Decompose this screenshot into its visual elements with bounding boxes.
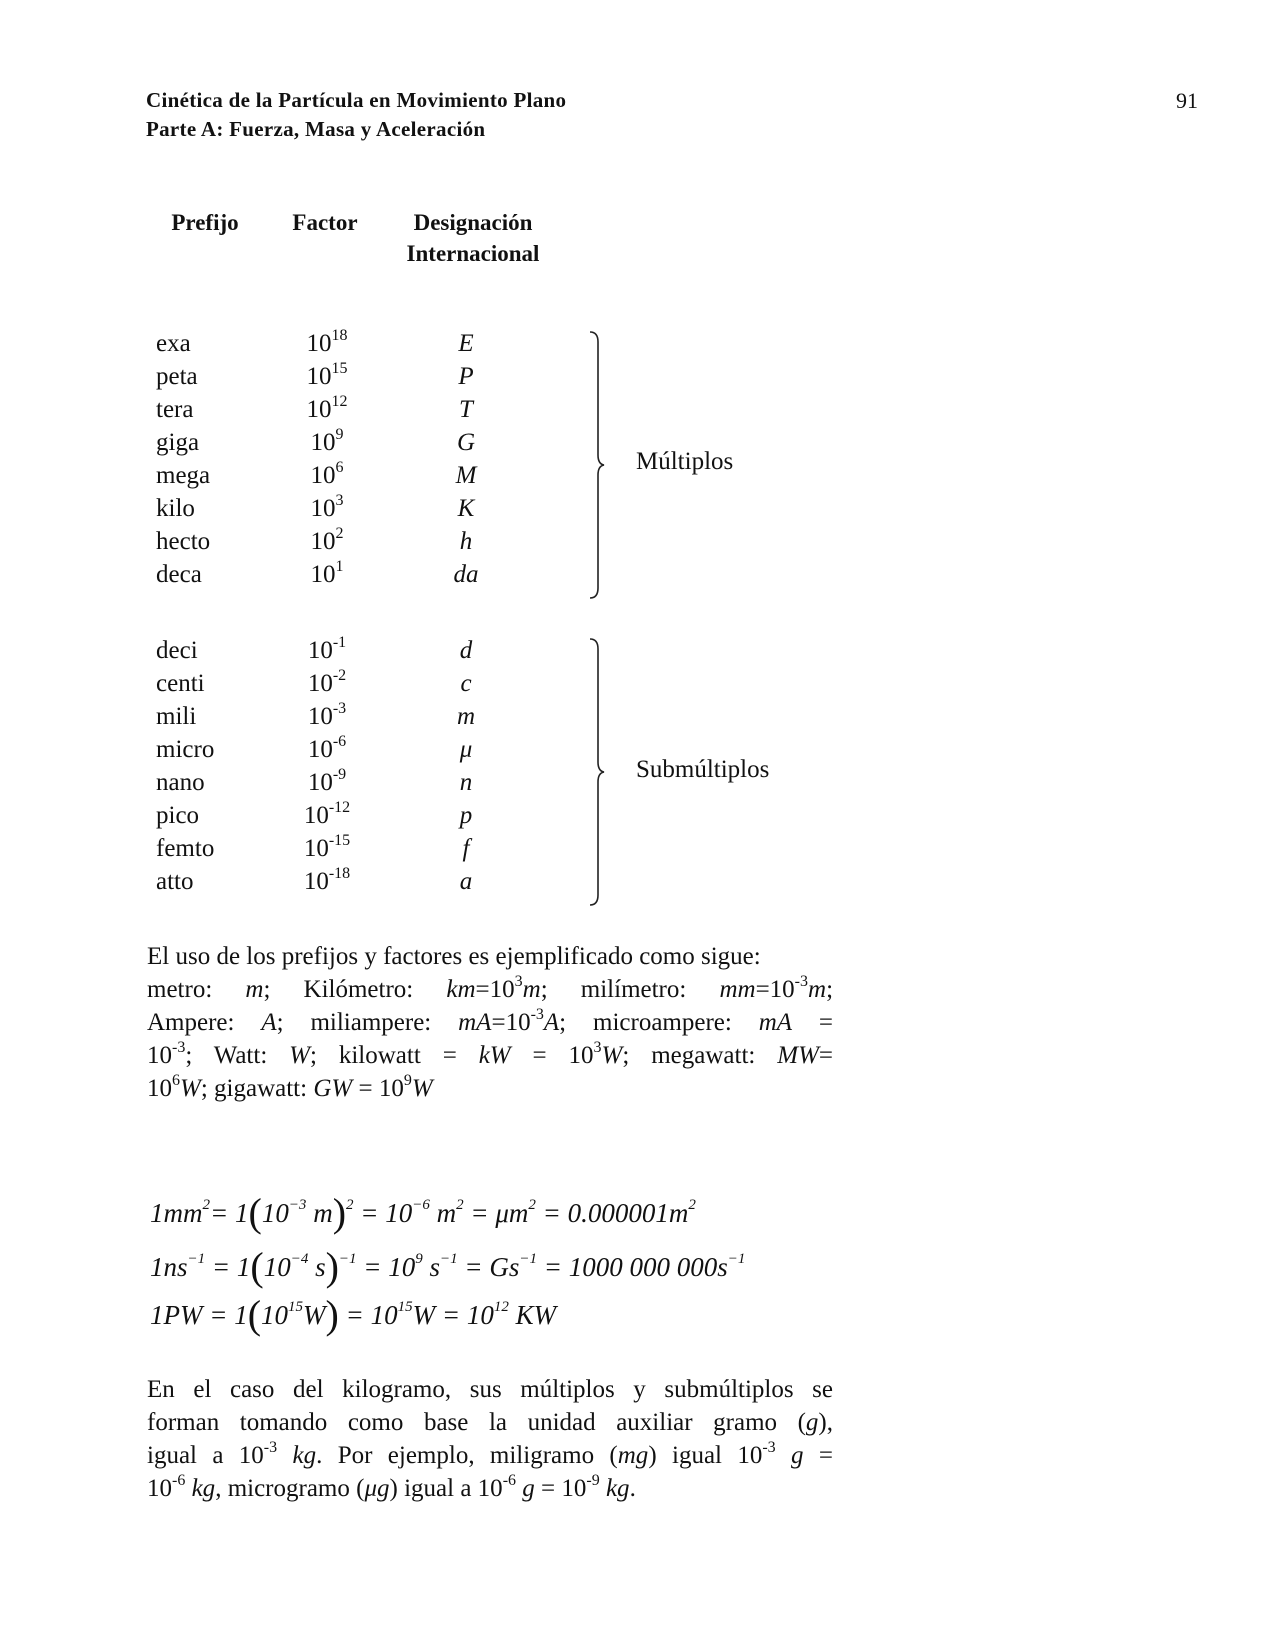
prefix-factor bbox=[296, 459, 358, 490]
text: Ampere: bbox=[147, 1009, 235, 1036]
eq-text: 10 bbox=[261, 1300, 289, 1330]
symbol: kg bbox=[191, 1475, 216, 1502]
close-paren: ) bbox=[325, 1292, 339, 1337]
prefix-factor bbox=[296, 525, 358, 556]
multiplos-brace bbox=[588, 330, 618, 600]
symbol: mm bbox=[719, 976, 756, 1003]
exponent: 6 bbox=[172, 1072, 180, 1089]
factor-exponent: -1 bbox=[332, 634, 347, 651]
column-header-designacion-line2: Internacional bbox=[406, 241, 540, 266]
prefix-name: pico bbox=[156, 802, 200, 829]
symbol: mA bbox=[758, 1009, 793, 1036]
prefix-factor bbox=[296, 492, 358, 523]
prefix-symbol: T bbox=[459, 396, 473, 423]
text: forman tomando como base la unidad auxiliar gramo ( bbox=[147, 1409, 806, 1436]
symbol: m bbox=[522, 976, 541, 1003]
open-paren: ( bbox=[247, 1292, 262, 1337]
symbol: W bbox=[180, 1075, 201, 1102]
text: megawatt: bbox=[651, 1042, 756, 1069]
eq-text: = 1 bbox=[205, 1252, 251, 1282]
prefix-symbol: p bbox=[459, 802, 473, 829]
text: . Por ejemplo, miligramo ( bbox=[316, 1442, 618, 1469]
exponent: -6 bbox=[172, 1472, 186, 1489]
prefix-row-deca bbox=[156, 558, 596, 594]
symbol: g bbox=[791, 1442, 804, 1469]
symbol: GW bbox=[313, 1075, 353, 1102]
prefix-factor bbox=[296, 799, 358, 830]
prefix-name: deci bbox=[156, 637, 198, 664]
running-header-subtitle: Parte A: Fuerza, Masa y Aceleración bbox=[146, 117, 486, 141]
factor-exponent: -6 bbox=[332, 733, 347, 750]
text: 10 bbox=[378, 1075, 404, 1102]
eq-text: = 10 bbox=[353, 1198, 413, 1228]
prefix-factor bbox=[296, 766, 358, 797]
factor-base: 10 bbox=[306, 363, 332, 390]
symbol: mg bbox=[617, 1442, 649, 1469]
prefix-symbol: m bbox=[456, 703, 476, 730]
prefix-symbol: a bbox=[459, 868, 473, 895]
symbol: kW bbox=[478, 1042, 511, 1069]
symbol: mA bbox=[458, 1009, 492, 1036]
prefix-row-micro bbox=[156, 733, 596, 769]
eq-exp: −1 bbox=[338, 1251, 357, 1267]
prefix-name: mili bbox=[156, 703, 197, 730]
text: ) igual 10 bbox=[648, 1442, 763, 1469]
column-header-factor: Factor bbox=[292, 210, 358, 235]
examples-paragraph bbox=[147, 940, 833, 1105]
prefix-symbol: d bbox=[459, 637, 473, 664]
exponent: 9 bbox=[403, 1072, 412, 1089]
prefix-name: femto bbox=[156, 835, 215, 862]
prefix-row-giga bbox=[156, 426, 596, 462]
prefix-symbol: h bbox=[459, 528, 473, 555]
eq-exp: −1 bbox=[187, 1251, 206, 1267]
eq-exp: 9 bbox=[415, 1251, 423, 1267]
symbol: W bbox=[411, 1075, 433, 1102]
eq-text: = Gs bbox=[457, 1252, 520, 1282]
factor-exponent: -9 bbox=[332, 766, 347, 783]
prefix-row-nano bbox=[156, 766, 596, 802]
factor-base: 10 bbox=[307, 637, 333, 664]
kilogram-line-2 bbox=[147, 1406, 833, 1439]
factor-exponent: 18 bbox=[331, 327, 348, 344]
eq-exp: −3 bbox=[288, 1197, 307, 1213]
prefix-name: nano bbox=[156, 769, 205, 796]
prefix-name: hecto bbox=[156, 528, 211, 555]
multiplos-label: Múltiplos bbox=[636, 448, 734, 475]
factor-exponent: -18 bbox=[328, 865, 351, 882]
text: ) igual a 10 bbox=[389, 1475, 503, 1502]
examples-line-2: Ampere: A; miliampere: $mA=10^{-3}A$; microampere: mA = bbox=[147, 1006, 834, 1036]
symbol: g bbox=[805, 1409, 819, 1436]
submultiplos-brace bbox=[588, 637, 618, 907]
symbol: W bbox=[289, 1042, 310, 1069]
eq-text: = 10 bbox=[356, 1252, 416, 1282]
symbol: m bbox=[245, 976, 264, 1003]
prefix-factor bbox=[296, 700, 358, 731]
exponent: 3 bbox=[514, 973, 523, 990]
text: 10 bbox=[489, 976, 515, 1003]
factor-exponent: 6 bbox=[335, 459, 344, 476]
eq-text: 10 bbox=[263, 1252, 291, 1282]
prefix-factor bbox=[296, 667, 358, 698]
text: . bbox=[629, 1475, 636, 1502]
equation-3 bbox=[150, 1292, 557, 1337]
factor-base: 10 bbox=[303, 802, 329, 829]
eq-text: s bbox=[308, 1252, 326, 1282]
kilogram-paragraph bbox=[147, 1373, 833, 1505]
text: 10 bbox=[147, 1042, 172, 1069]
kilogram-line-1: En el caso del kilogramo, sus múltiplos y submúltiplos se bbox=[147, 1376, 833, 1403]
text: = 10 bbox=[534, 1475, 587, 1502]
prefix-factor bbox=[296, 558, 358, 589]
open-paren: ( bbox=[248, 1190, 262, 1235]
prefix-row-mega bbox=[156, 459, 596, 495]
eq-text: KW bbox=[508, 1300, 557, 1330]
exponent: -3 bbox=[762, 1439, 776, 1456]
kilogram-line-3 bbox=[147, 1439, 833, 1472]
factor-exponent: 3 bbox=[335, 492, 344, 509]
factor-base: 10 bbox=[303, 835, 329, 862]
text: Kilómetro: bbox=[303, 976, 414, 1003]
eq-text: W = 10 bbox=[412, 1300, 494, 1330]
text: = bbox=[803, 1442, 833, 1469]
prefix-symbol: da bbox=[453, 561, 479, 588]
text: 10 bbox=[568, 1042, 594, 1069]
eq-text: W bbox=[303, 1300, 326, 1330]
prefix-name: centi bbox=[156, 670, 205, 697]
prefix-name: kilo bbox=[156, 495, 195, 522]
prefix-symbol: n bbox=[459, 769, 473, 796]
prefix-name: peta bbox=[156, 363, 198, 390]
prefix-row-peta bbox=[156, 360, 596, 396]
eq-text: s bbox=[422, 1252, 441, 1282]
eq-text: = 10 bbox=[338, 1300, 398, 1330]
symbol: g bbox=[522, 1475, 535, 1502]
eq-exp: −6 bbox=[412, 1197, 430, 1213]
prefix-factor bbox=[296, 426, 358, 457]
text: milímetro: bbox=[580, 976, 687, 1003]
prefix-name: tera bbox=[156, 396, 194, 423]
eq-exp: 2 bbox=[456, 1197, 464, 1213]
symbol: A bbox=[543, 1009, 560, 1036]
text: ), bbox=[818, 1409, 833, 1436]
exponent: -6 bbox=[502, 1472, 517, 1489]
symbol: km bbox=[446, 976, 476, 1003]
factor-exponent: -2 bbox=[332, 667, 347, 684]
prefix-row-tera bbox=[156, 393, 596, 429]
prefix-name: mega bbox=[156, 462, 211, 489]
symbol: MW bbox=[777, 1042, 819, 1069]
prefix-symbol: P bbox=[458, 363, 474, 390]
prefix-symbol: E bbox=[458, 330, 474, 357]
prefix-row-pico bbox=[156, 799, 596, 835]
symbol: A bbox=[261, 1009, 277, 1036]
eq-exp: 2 bbox=[688, 1197, 696, 1213]
eq-exp: 2 bbox=[528, 1197, 536, 1213]
prefix-factor bbox=[296, 733, 358, 764]
equation-1 bbox=[150, 1190, 696, 1235]
eq-exp: −4 bbox=[290, 1251, 309, 1267]
factor-base: 10 bbox=[310, 462, 336, 489]
close-paren: ) bbox=[325, 1244, 339, 1289]
prefix-symbol: G bbox=[456, 429, 476, 456]
prefix-factor bbox=[296, 634, 358, 665]
exponent: -3 bbox=[263, 1439, 278, 1456]
factor-base: 10 bbox=[307, 769, 333, 796]
eq-text: = 1000 000 000s bbox=[537, 1252, 728, 1282]
prefix-row-femto bbox=[156, 832, 596, 868]
factor-base: 10 bbox=[310, 429, 336, 456]
symbol: m bbox=[808, 976, 827, 1003]
eq-exp: 15 bbox=[288, 1299, 304, 1315]
prefix-row-exa bbox=[156, 327, 596, 363]
factor-exponent: 9 bbox=[335, 426, 344, 443]
factor-exponent: -12 bbox=[328, 799, 351, 816]
symbol: kg bbox=[605, 1475, 630, 1502]
close-paren: ) bbox=[332, 1190, 347, 1235]
prefix-symbol: f bbox=[462, 835, 470, 862]
text: gigawatt: bbox=[214, 1075, 308, 1102]
eq-text: m bbox=[306, 1198, 333, 1228]
factor-base: 10 bbox=[307, 670, 333, 697]
symbol: μg bbox=[364, 1475, 390, 1502]
eq-exp: −1 bbox=[727, 1251, 746, 1267]
prefix-row-mili bbox=[156, 700, 596, 736]
text: , microgramo ( bbox=[215, 1475, 365, 1502]
text: 10 bbox=[505, 1009, 531, 1036]
eq-text: 1PW = 1 bbox=[150, 1300, 248, 1330]
eq-text: 1mm bbox=[150, 1198, 203, 1228]
eq-text: = 1 bbox=[210, 1198, 249, 1228]
eq-text: = μm bbox=[463, 1198, 529, 1228]
eq-text: = 0.000001m bbox=[535, 1198, 689, 1228]
eq-exp: 12 bbox=[493, 1299, 509, 1315]
column-header-designacion bbox=[388, 207, 558, 269]
text: Watt: bbox=[213, 1042, 268, 1069]
text: kilowatt bbox=[338, 1042, 421, 1069]
prefix-factor bbox=[296, 360, 358, 391]
factor-base: 10 bbox=[307, 703, 333, 730]
exponent: -9 bbox=[586, 1472, 600, 1489]
prefix-row-hecto bbox=[156, 525, 596, 561]
prefix-name: deca bbox=[156, 561, 202, 588]
factor-base: 10 bbox=[306, 330, 332, 357]
exponent: -3 bbox=[794, 973, 808, 990]
prefix-name: exa bbox=[156, 330, 191, 357]
symbol: kg bbox=[292, 1442, 317, 1469]
prefix-symbol: K bbox=[457, 495, 475, 522]
exponent: 3 bbox=[593, 1039, 602, 1056]
text: metro: bbox=[147, 976, 213, 1003]
eq-exp: −1 bbox=[519, 1251, 538, 1267]
text: miliampere: bbox=[310, 1009, 432, 1036]
examples-intro: El uso de los prefijos y factores es ejemplificado como sigue: bbox=[147, 943, 761, 970]
eq-text: 10 bbox=[261, 1198, 289, 1228]
column-header-prefijo: Prefijo bbox=[171, 210, 239, 235]
column-header-designacion-line1: Designación bbox=[413, 210, 533, 235]
text: igual a 10 bbox=[147, 1442, 264, 1469]
factor-base: 10 bbox=[306, 396, 332, 423]
examples-line-1: metro: m; Kilómetro: $km=10^3m$; milímetro: $mm=10^{-3}m$; bbox=[147, 973, 834, 1003]
prefix-row-kilo bbox=[156, 492, 596, 528]
prefix-name: micro bbox=[156, 736, 215, 763]
equation-2 bbox=[150, 1244, 746, 1289]
eq-exp: 2 bbox=[202, 1197, 210, 1213]
text: 10 bbox=[147, 1475, 172, 1502]
prefix-symbol: M bbox=[455, 462, 477, 489]
prefix-symbol: c bbox=[460, 670, 472, 697]
factor-exponent: -3 bbox=[332, 700, 347, 717]
factor-base: 10 bbox=[307, 736, 333, 763]
prefix-row-deci bbox=[156, 634, 596, 670]
factor-base: 10 bbox=[310, 495, 336, 522]
eq-exp: 15 bbox=[397, 1299, 413, 1315]
submultiplos-label: Submúltiplos bbox=[636, 756, 770, 783]
factor-base: 10 bbox=[310, 561, 336, 588]
prefix-row-atto bbox=[156, 865, 596, 901]
symbol: W bbox=[601, 1042, 623, 1069]
eq-text: 1ns bbox=[150, 1252, 188, 1282]
text: 10 bbox=[147, 1075, 172, 1102]
text: 10 bbox=[769, 976, 795, 1003]
factor-exponent: 1 bbox=[335, 558, 344, 575]
running-header-title: Cinética de la Partícula en Movimiento Plano bbox=[146, 88, 567, 112]
exponent: -3 bbox=[530, 1006, 544, 1023]
exponent: -3 bbox=[172, 1039, 186, 1056]
prefix-factor bbox=[296, 393, 358, 424]
factor-base: 10 bbox=[310, 528, 336, 555]
page-number: 91 bbox=[1176, 88, 1198, 113]
examples-line-3: $10^{-3}$; Watt: W; kilowatt = kW = $10^3W$; megawatt: MW= bbox=[147, 1039, 834, 1069]
prefix-factor bbox=[296, 832, 358, 863]
kilogram-line-4 bbox=[147, 1472, 833, 1505]
prefix-name: atto bbox=[156, 868, 194, 895]
prefix-symbol: μ bbox=[459, 736, 473, 763]
eq-exp: −1 bbox=[440, 1251, 458, 1267]
prefix-row-centi bbox=[156, 667, 596, 703]
text: microampere: bbox=[593, 1009, 732, 1036]
factor-base: 10 bbox=[303, 868, 329, 895]
factor-exponent: 12 bbox=[331, 393, 348, 410]
prefix-factor bbox=[296, 327, 358, 358]
eq-exp: 2 bbox=[346, 1197, 354, 1213]
prefix-name: giga bbox=[156, 429, 200, 456]
prefix-factor bbox=[296, 865, 358, 896]
factor-exponent: -15 bbox=[328, 832, 351, 849]
open-paren: ( bbox=[250, 1244, 264, 1289]
factor-exponent: 15 bbox=[331, 360, 348, 377]
examples-line-4: $10^6W$; gigawatt: GW = $10^9W$ bbox=[147, 1072, 433, 1102]
eq-text: m bbox=[429, 1198, 457, 1228]
factor-exponent: 2 bbox=[335, 525, 344, 542]
